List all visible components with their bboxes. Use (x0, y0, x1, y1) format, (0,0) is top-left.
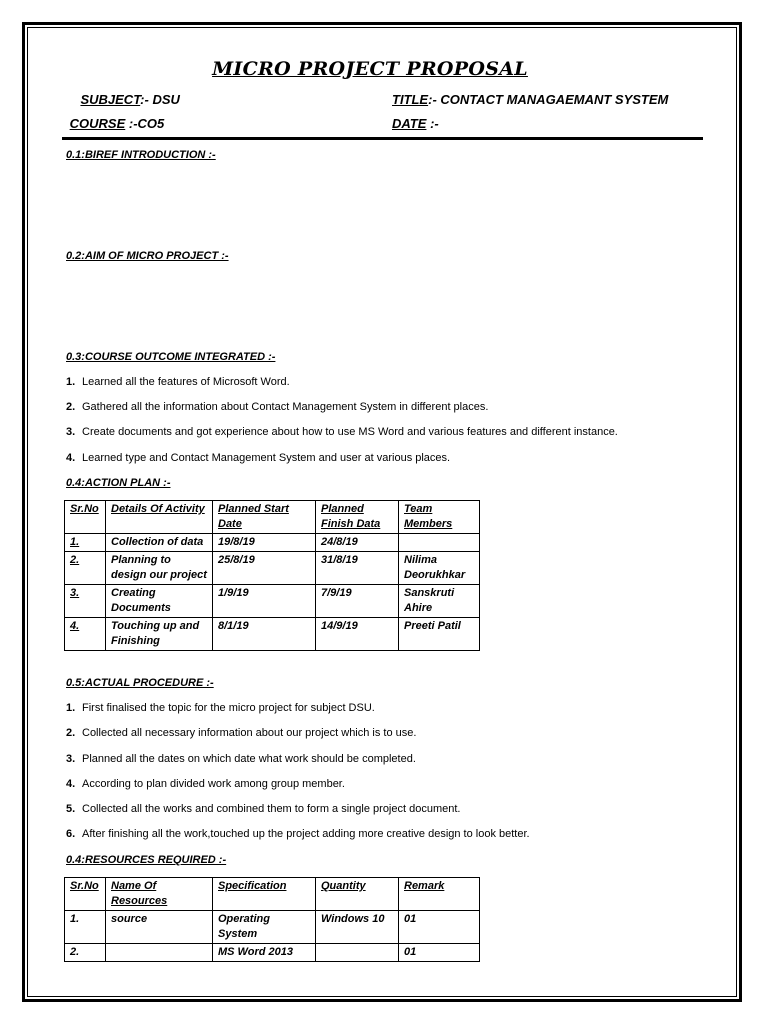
table-header-cell: Details Of Activity (106, 501, 213, 534)
list-item: 4. Learned type and Contact Management System and user at various places. (66, 452, 451, 464)
table-header-row (65, 501, 480, 534)
table-cell: 3. (65, 585, 106, 618)
date-value: :- (430, 116, 439, 131)
table-cell: 19/8/19 (213, 534, 316, 552)
table-cell: 25/8/19 (213, 552, 316, 585)
table-header-cell: Team Members (399, 501, 480, 534)
subject-value: :- DSU (140, 92, 180, 107)
table-cell: Planning to design our project (106, 552, 213, 585)
table-cell: 2. (65, 552, 106, 585)
action-plan-table (64, 500, 480, 651)
subject-line (66, 92, 180, 107)
list-item: 5. Collected all the works and combined them to form a single project document. (66, 803, 461, 815)
section-aim: 0.2:AIM OF MICRO PROJECT :- (66, 250, 229, 262)
table-cell: Creating Documents (106, 585, 213, 618)
table-header-cell: Name Of Resources (106, 878, 213, 911)
table-cell: 4. (65, 618, 106, 651)
table-cell: Operating System (213, 911, 316, 944)
table-cell: 01 (399, 911, 480, 944)
table-header-cell: Sr.No (65, 878, 106, 911)
table-cell: 1/9/19 (213, 585, 316, 618)
title-value: :- CONTACT MANAGAEMANT SYSTEM (428, 92, 669, 107)
table-cell: Preeti Patil (399, 618, 480, 651)
table-cell: source (106, 911, 213, 944)
section-course-outcome: 0.3:COURSE OUTCOME INTEGRATED :- (66, 351, 276, 363)
table-header-cell: Planned Finish Data (316, 501, 399, 534)
table-row (65, 911, 480, 944)
list-item: 3. Create documents and got experience about how to use MS Word and various features and different instance. (66, 426, 618, 438)
table-cell: Touching up and Finishing (106, 618, 213, 651)
table-row (65, 585, 480, 618)
list-item: 2. Collected all necessary information about our project which is to use. (66, 727, 417, 739)
date-line (392, 116, 439, 131)
table-header-cell: Specification (213, 878, 316, 911)
section-action-plan: 0.4:ACTION PLAN :- (66, 477, 171, 489)
section-introduction: 0.1:BIREF INTRODUCTION :- (66, 149, 216, 161)
table-cell: 31/8/19 (316, 552, 399, 585)
table-cell: Windows 10 (316, 911, 399, 944)
table-header-row (65, 878, 480, 911)
table-cell: Collection of data (106, 534, 213, 552)
table-header-cell: Sr.No (65, 501, 106, 534)
course-value: :-CO5 (128, 116, 165, 131)
table-cell (316, 944, 399, 962)
table-row (65, 552, 480, 585)
subject-label: SUBJECT (80, 92, 141, 107)
course-line (66, 116, 164, 131)
section-resources-required: 0.4:RESOURCES REQUIRED :- (66, 854, 227, 866)
table-cell: Nilima Deorukhkar (399, 552, 480, 585)
table-cell: 14/9/19 (316, 618, 399, 651)
list-item: 2. Gathered all the information about Contact Management System in different places. (66, 401, 489, 413)
table-cell: 1. (65, 534, 106, 552)
table-cell: 1. (65, 911, 106, 944)
table-cell: 01 (399, 944, 480, 962)
title-line (392, 92, 668, 107)
table-cell: 8/1/19 (213, 618, 316, 651)
table-cell: Sanskruti Ahire (399, 585, 480, 618)
table-cell: 2. (65, 944, 106, 962)
course-label: COURSE (69, 116, 126, 131)
table-header-cell: Quantity (316, 878, 399, 911)
document-title: MICRO PROJECT PROPOSAL (212, 58, 528, 80)
header-rule (62, 137, 703, 140)
title-label: TITLE (392, 92, 429, 107)
table-cell: MS Word 2013 (213, 944, 316, 962)
table-cell (399, 534, 480, 552)
list-item: 4. According to plan divided work among group member. (66, 778, 345, 790)
table-header-cell: Remark (399, 878, 480, 911)
date-label: DATE (392, 116, 427, 131)
list-item: 6. After finishing all the work,touched up the project adding more creative design to look better. (66, 828, 530, 840)
table-cell (106, 944, 213, 962)
section-actual-procedure: 0.5:ACTUAL PROCEDURE :- (66, 677, 214, 689)
resources-table (64, 877, 480, 962)
table-cell: 24/8/19 (316, 534, 399, 552)
list-item: 1. Learned all the features of Microsoft Word. (66, 376, 290, 388)
table-row (65, 618, 480, 651)
table-row (65, 944, 480, 962)
table-header-cell: Planned Start Date (213, 501, 316, 534)
list-item: 3. Planned all the dates on which date what work should be completed. (66, 753, 416, 765)
list-item: 1. First finalised the topic for the micro project for subject DSU. (66, 702, 375, 714)
table-cell: 7/9/19 (316, 585, 399, 618)
table-row (65, 534, 480, 552)
